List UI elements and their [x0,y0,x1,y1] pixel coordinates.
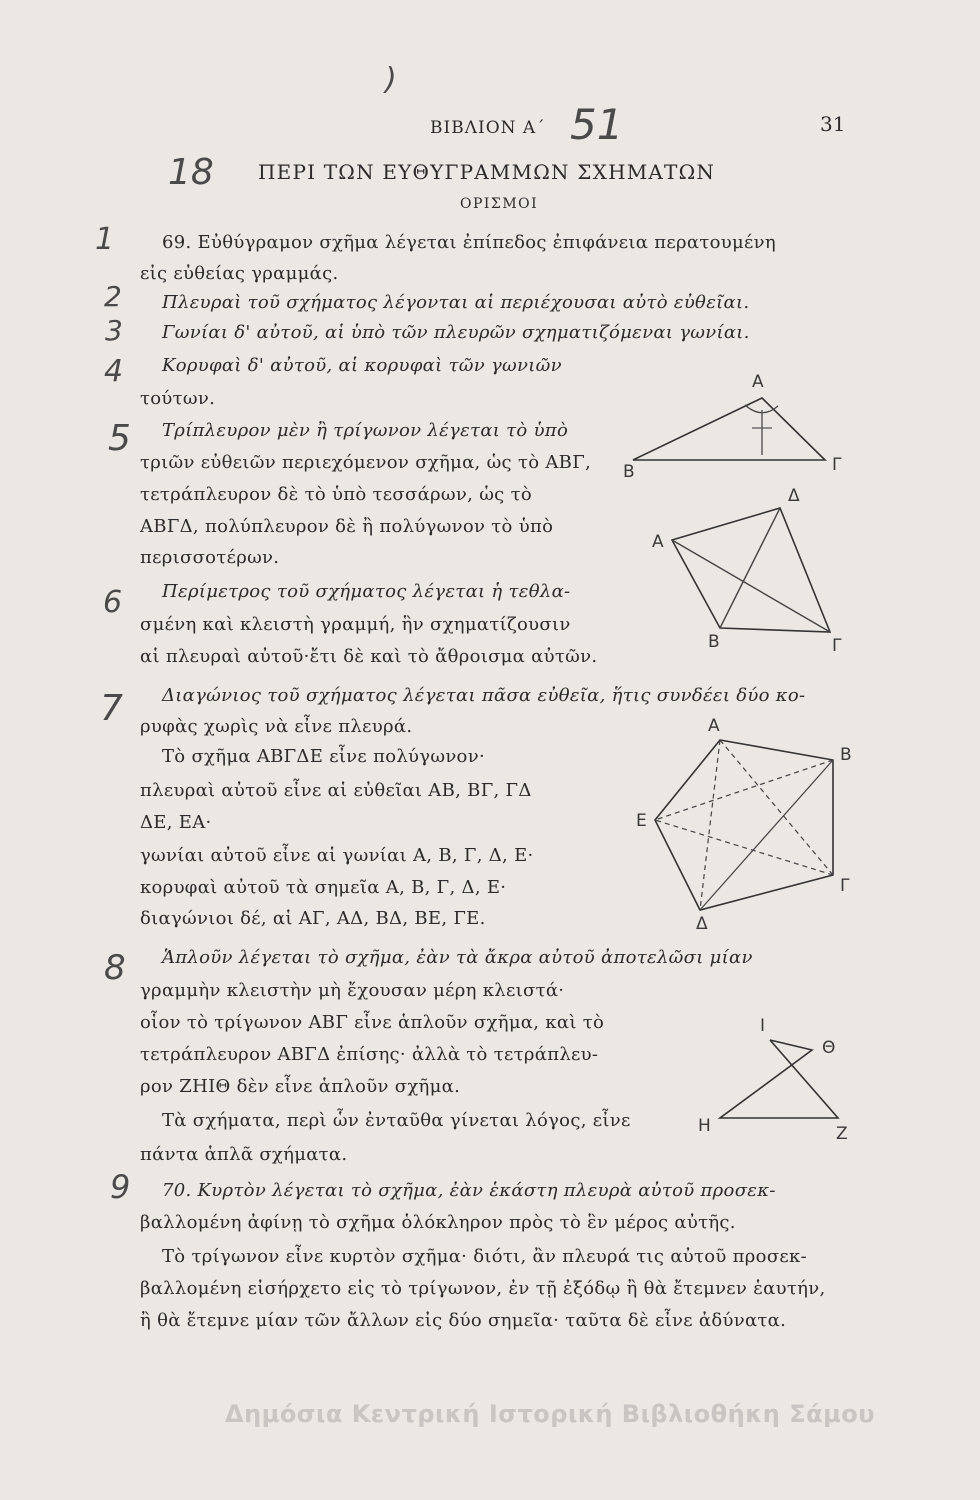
text-line: σμένη καὶ κλειστὴ γραμμή, ἣν σχηματίζουσιν [140,614,571,635]
text-line: ΔΕ, ΕΑ· [140,812,212,833]
text-line: Περίμετρος τοῦ σχήματος λέγεται ἡ τεθλα- [162,581,571,602]
text-line: Διαγώνιος τοῦ σχήματος λέγεται πᾶσα εὐθεῖα, ἥτις συνδέει δύο κο- [162,685,806,706]
page-number: 31 [820,112,846,136]
triangle-label-c: Γ [832,455,842,475]
text-line: τούτων. [140,388,216,409]
text-line: τετράπλευρον ΑΒΓΔ ἐπίσης· ἀλλὰ τὸ τετράπλευ- [140,1044,599,1065]
triangle-label-a: Α [752,372,764,392]
text-line: βαλλομένη ἀφίνῃ τὸ σχῆμα ὁλόκληρον πρὸς τὸ ἓν μέρος αὐτῆς. [140,1212,736,1233]
text-line: Ἁπλοῦν λέγεται τὸ σχῆμα, ἐὰν τὰ ἄκρα αὐτοῦ ἀποτελῶσι μίαν [162,947,753,968]
margin-number-5: 5 [108,418,131,459]
quad-label-a: Α [652,532,664,552]
text-line: τετράπλευρον δὲ τὸ ὑπὸ τεσσάρων, ὡς τὸ [140,484,532,505]
handwritten-top-mark: ) [385,62,397,97]
text-line: βαλλομένη εἰσήρχετο εἰς τὸ τρίγωνον, ἐν τῇ ἐξόδῳ ἢ θὰ ἔτεμνεν ἑαυτήν, [140,1278,826,1299]
section-subtitle: ΟΡΙΣΜΟΙ [460,196,539,212]
library-watermark: Δημόσια Κεντρική Ιστορική Βιβλιοθήκη Σάμου [225,1400,875,1428]
text-line: Γωνίαι δ' αὐτοῦ, αἱ ὑπὸ τῶν πλευρῶν σχηματιζόμεναι γωνίαι. [162,322,750,343]
margin-number-7: 7 [100,688,123,729]
margin-number-6: 6 [103,585,123,620]
pentagon-label-b: Β [840,745,852,765]
text-line: Τὰ σχήματα, περὶ ὧν ἐνταῦθα γίνεται λόγος, εἶνε [162,1110,631,1131]
text-line: τριῶν εὐθειῶν περιεχόμενον σχῆμα, ὡς τὸ ΑΒΓ, [140,452,592,473]
text-line: οἷον τὸ τρίγωνον ΑΒΓ εἶνε ἁπλοῦν σχῆμα, καὶ τὸ [140,1012,605,1033]
chapter-title: ΠΕΡΙ ΤΩΝ ΕΥΘΥΓΡΑΜΜΩΝ ΣΧΗΜΑΤΩΝ [258,160,716,184]
text-line: ρον ΖΗΙΘ δὲν εἶνε ἁπλοῦν σχῆμα. [140,1076,461,1097]
quad-label-d: Δ [788,486,800,506]
text-line: Πλευραὶ τοῦ σχήματος λέγονται αἱ περιέχουσαι αὐτὸ εὐθεῖαι. [162,292,750,313]
text-line: πάντα ἁπλᾶ σχήματα. [140,1144,348,1165]
text-line: Τὸ τρίγωνον εἶνε κυρτὸν σχῆμα· διότι, ἂν πλευρά τις αὐτοῦ προσεκ- [162,1246,807,1267]
text-line: Τρίπλευρον μὲν ἢ τρίγωνον λέγεται τὸ ὑπὸ [162,420,569,441]
text-line: ἢ θὰ ἔτεμνε μίαν τῶν ἄλλων εἰς δύο σημεῖα· ταῦτα δὲ εἶνε ἀδύνατα. [140,1310,787,1331]
crossed-label-h: Η [698,1116,711,1136]
text-line: 70. Κυρτὸν λέγεται τὸ σχῆμα, ἐὰν ἑκάστη πλευρὰ αὐτοῦ προσεκ- [162,1180,776,1201]
triangle-label-b: Β [623,462,635,482]
book-label: ΒΙΒΛΙΟΝ Α΄ [430,118,546,138]
margin-number-9: 9 [110,1168,131,1206]
crossed-label-z: Ζ [836,1124,848,1144]
pentagon-label-a: Α [708,716,720,736]
text-line: διαγώνιοι δέ, αἱ ΑΓ, ΑΔ, ΒΔ, ΒΕ, ΓΕ. [140,908,486,929]
margin-number-1: 1 [95,222,115,257]
text-line: πλευραὶ αὐτοῦ εἶνε αἱ εὐθεῖαι ΑΒ, ΒΓ, ΓΔ [140,780,532,801]
text-line: περισσοτέρων. [140,547,280,568]
crossed-label-i: Ι [760,1016,766,1036]
pentagon-label-c: Γ [840,876,850,896]
margin-number-2: 2 [104,280,122,313]
margin-number-4: 4 [104,354,124,389]
text-line: αἱ πλευραὶ αὐτοῦ·ἔτι δὲ καὶ τὸ ἄθροισμα αὐτῶν. [140,646,598,667]
pentagon-label-d: Δ [696,914,708,934]
margin-number-3: 3 [105,314,123,347]
margin-number-8: 8 [104,948,126,988]
text-line: Τὸ σχῆμα ΑΒΓΔΕ εἶνε πολύγωνον· [162,746,485,767]
text-line: εἰς εὐθείας γραμμάς. [140,263,339,284]
handwritten-header-mark: 51 [570,100,624,149]
quad-label-b: Β [708,632,720,652]
text-line: ρυφὰς χωρὶς νὰ εἶνε πλευρά. [140,716,413,737]
text-line: κορυφαὶ αὐτοῦ τὰ σημεῖα Α, Β, Γ, Δ, Ε· [140,877,507,898]
text-line: Κορυφαὶ δ' αὐτοῦ, αἱ κορυφαὶ τῶν γωνιῶν [162,355,562,376]
text-line: γωνίαι αὐτοῦ εἶνε αἱ γωνίαι Α, Β, Γ, Δ, Ε· [140,845,534,866]
text-line: 69. Εὐθύγραμον σχῆμα λέγεται ἐπίπεδος ἐπιφάνεια περατουμένη [162,232,776,253]
handwritten-title-mark: 18 [168,152,214,193]
crossed-label-th: Θ [822,1038,836,1058]
text-line: γραμμὴν κλειστὴν μὴ ἔχουσαν μέρη κλειστά· [140,980,565,1001]
quad-label-c: Γ [832,636,842,656]
text-line: ΑΒΓΔ, πολύπλευρον δὲ ἢ πολύγωνον τὸ ὑπὸ [140,516,554,537]
pentagon-label-e: Ε [636,811,647,831]
